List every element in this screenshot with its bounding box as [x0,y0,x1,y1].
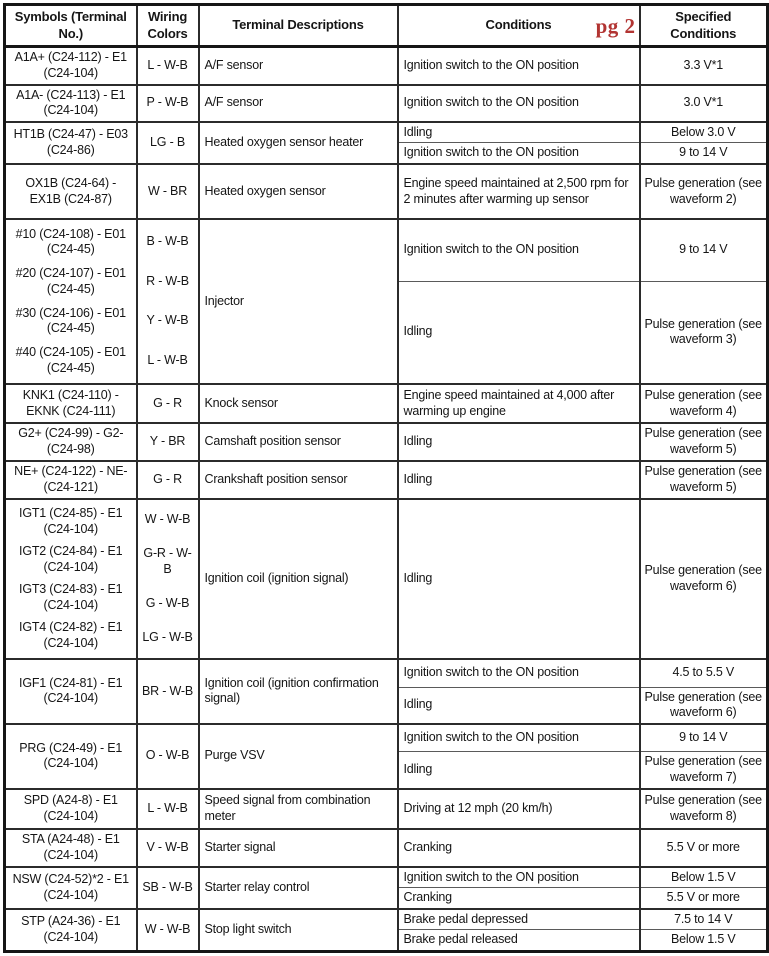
condition-cell: Idling [398,122,640,143]
symbols-cell: IGF1 (C24-81) - E1 (C24-104) [5,659,137,724]
specified-cell: Pulse generation (see waveform 6) [640,499,768,659]
symbols-cell [5,219,137,384]
specified-cell: Pulse generation (see waveform 4) [640,384,768,423]
table-row [5,164,768,219]
table-row [5,867,768,888]
symbol-entry: #20 (C24-107) - E01 (C24-45) [15,266,126,296]
specified-cell: Below 1.5 V [640,867,768,888]
wiring-cell: V - W-B [137,829,199,867]
symbol-entry: #30 (C24-106) - E01 (C24-45) [15,305,126,336]
specified-cell: 9 to 14 V [640,219,768,281]
specified-cell: 5.5 V or more [640,888,768,909]
condition-cell: Idling [398,687,640,724]
table-row [5,47,768,85]
specified-cell: Pulse generation (see waveform 2) [640,164,768,219]
wiring-cell: SB - W-B [137,867,199,909]
wiring-entry: R - W-B [146,273,189,288]
condition-cell: Ignition switch to the ON position [398,219,640,281]
specified-cell: 3.3 V*1 [640,47,768,85]
symbols-cell: PRG (C24-49) - E1 (C24-104) [5,724,137,789]
specified-cell: Below 1.5 V [640,930,768,952]
specified-cell: 7.5 to 14 V [640,909,768,930]
condition-cell: Ignition switch to the ON position [398,47,640,85]
description-cell: Purge VSV [199,724,398,789]
description-cell: Injector [199,219,398,384]
wiring-cell: G - R [137,384,199,423]
condition-cell: Cranking [398,829,640,867]
condition-cell: Ignition switch to the ON position [398,85,640,122]
symbols-cell: A1A- (C24-113) - E1 (C24-104) [5,85,137,122]
wiring-cell: L - W-B [137,789,199,829]
wiring-entry: B - W-B [146,234,189,249]
specified-cell: 4.5 to 5.5 V [640,659,768,687]
wiring-entry: W - W-B [144,512,191,527]
specified-cell: 3.0 V*1 [640,85,768,122]
symbols-cell: STP (A24-36) - E1 (C24-104) [5,909,137,952]
specified-cell: Pulse generation (see waveform 5) [640,461,768,499]
symbols-cell: SPD (A24-8) - E1 (C24-104) [5,789,137,829]
wiring-cell: W - W-B [137,909,199,952]
symbol-entry: #10 (C24-108) - E01 (C24-45) [15,226,126,257]
col-header-specified: Specified Conditions [640,5,768,47]
description-cell: A/F sensor [199,85,398,122]
specified-cell: Pulse generation (see waveform 6) [640,687,768,724]
wiring-cell: LG - B [137,122,199,164]
condition-cell: Ignition switch to the ON position [398,724,640,752]
specified-cell: Pulse generation (see waveform 3) [640,281,768,384]
wiring-cell: L - W-B [137,47,199,85]
description-cell: Camshaft position sensor [199,423,398,461]
description-cell: Heated oxygen sensor [199,164,398,219]
table-row [5,219,768,281]
table-row [5,122,768,143]
table-row [5,499,768,659]
symbol-entry: #40 (C24-105) - E01 (C24-45) [15,345,126,375]
col-header-symbols: Symbols (Terminal No.) [5,5,137,47]
condition-cell: Brake pedal released [398,930,640,952]
condition-cell: Idling [398,423,640,461]
condition-cell: Ignition switch to the ON position [398,659,640,687]
condition-cell: Brake pedal depressed [398,909,640,930]
table-row [5,829,768,867]
symbol-entry: IGT3 (C24-83) - E1 (C24-104) [19,582,123,612]
symbols-cell [5,499,137,659]
wiring-cell: W - BR [137,164,199,219]
symbols-stack [9,223,133,381]
symbols-cell: KNK1 (C24-110) - EKNK (C24-111) [5,384,137,423]
symbols-cell: NSW (C24-52)*2 - E1 (C24-104) [5,867,137,909]
symbol-entry: IGT4 (C24-82) - E1 (C24-104) [19,620,123,650]
wiring-cell [137,219,199,384]
specified-cell: Pulse generation (see waveform 5) [640,423,768,461]
table-row [5,85,768,122]
wiring-stack [141,223,195,381]
table-row [5,384,768,423]
condition-cell: Idling [398,752,640,789]
description-cell: Ignition coil (ignition signal) [199,499,398,659]
wiring-entry: L - W-B [147,352,188,367]
description-cell: Speed signal from combination meter [199,789,398,829]
wiring-cell: Y - BR [137,423,199,461]
wiring-entry: G - W-B [145,596,190,611]
specified-cell: Below 3.0 V [640,122,768,143]
description-cell: Ignition coil (ignition confirmation signal) [199,659,398,724]
symbol-entry: IGT2 (C24-84) - E1 (C24-104) [19,544,123,574]
symbols-cell: NE+ (C24-122) - NE- (C24-121) [5,461,137,499]
table-row [5,789,768,829]
table-row [5,659,768,687]
specified-cell: Pulse generation (see waveform 7) [640,752,768,789]
page-number-stamp: pg 2 [595,14,636,38]
table-row [5,724,768,752]
description-cell: Heated oxygen sensor heater [199,122,398,164]
condition-cell: Engine speed maintained at 4,000 after warming up engine [398,384,640,423]
description-cell: Starter relay control [199,867,398,909]
wiring-stack [141,503,195,655]
wiring-entry: LG - W-B [142,630,193,645]
condition-cell: Idling [398,281,640,384]
wiring-cell: G - R [137,461,199,499]
wiring-cell: O - W-B [137,724,199,789]
condition-cell: Engine speed maintained at 2,500 rpm for 2 minutes after warming up sensor [398,164,640,219]
condition-cell: Idling [398,499,640,659]
wiring-cell: P - W-B [137,85,199,122]
specified-cell: 9 to 14 V [640,724,768,752]
symbols-cell: STA (A24-48) - E1 (C24-104) [5,829,137,867]
condition-cell: Ignition switch to the ON position [398,143,640,164]
description-cell: Knock sensor [199,384,398,423]
description-cell: Crankshaft position sensor [199,461,398,499]
wiring-cell [137,499,199,659]
wiring-entry: Y - W-B [146,313,189,328]
wiring-cell: BR - W-B [137,659,199,724]
symbols-cell: A1A+ (C24-112) - E1 (C24-104) [5,47,137,85]
symbol-entry: IGT1 (C24-85) - E1 (C24-104) [19,506,123,536]
terminal-table [3,3,769,953]
table-row [5,909,768,930]
table-row [5,461,768,499]
col-header-conditions [398,5,640,47]
specified-cell: 5.5 V or more [640,829,768,867]
specified-cell: Pulse generation (see waveform 8) [640,789,768,829]
symbols-cell: OX1B (C24-64) - EX1B (C24-87) [5,164,137,219]
table-row [5,423,768,461]
description-cell: Starter signal [199,829,398,867]
wiring-entry: G-R - W-B [143,546,192,576]
condition-cell: Cranking [398,888,640,909]
symbols-cell: G2+ (C24-99) - G2- (C24-98) [5,423,137,461]
col-header-descriptions: Terminal Descriptions [199,5,398,47]
col-header-wiring: Wiring Colors [137,5,199,47]
condition-cell: Idling [398,461,640,499]
condition-cell: Ignition switch to the ON position [398,867,640,888]
description-cell: Stop light switch [199,909,398,952]
table-header-row [5,5,768,47]
condition-cell: Driving at 12 mph (20 km/h) [398,789,640,829]
conditions-header-label: Conditions [485,17,552,33]
symbols-cell: HT1B (C24-47) - E03 (C24-86) [5,122,137,164]
description-cell: A/F sensor [199,47,398,85]
specified-cell: 9 to 14 V [640,143,768,164]
symbols-stack [9,503,133,655]
